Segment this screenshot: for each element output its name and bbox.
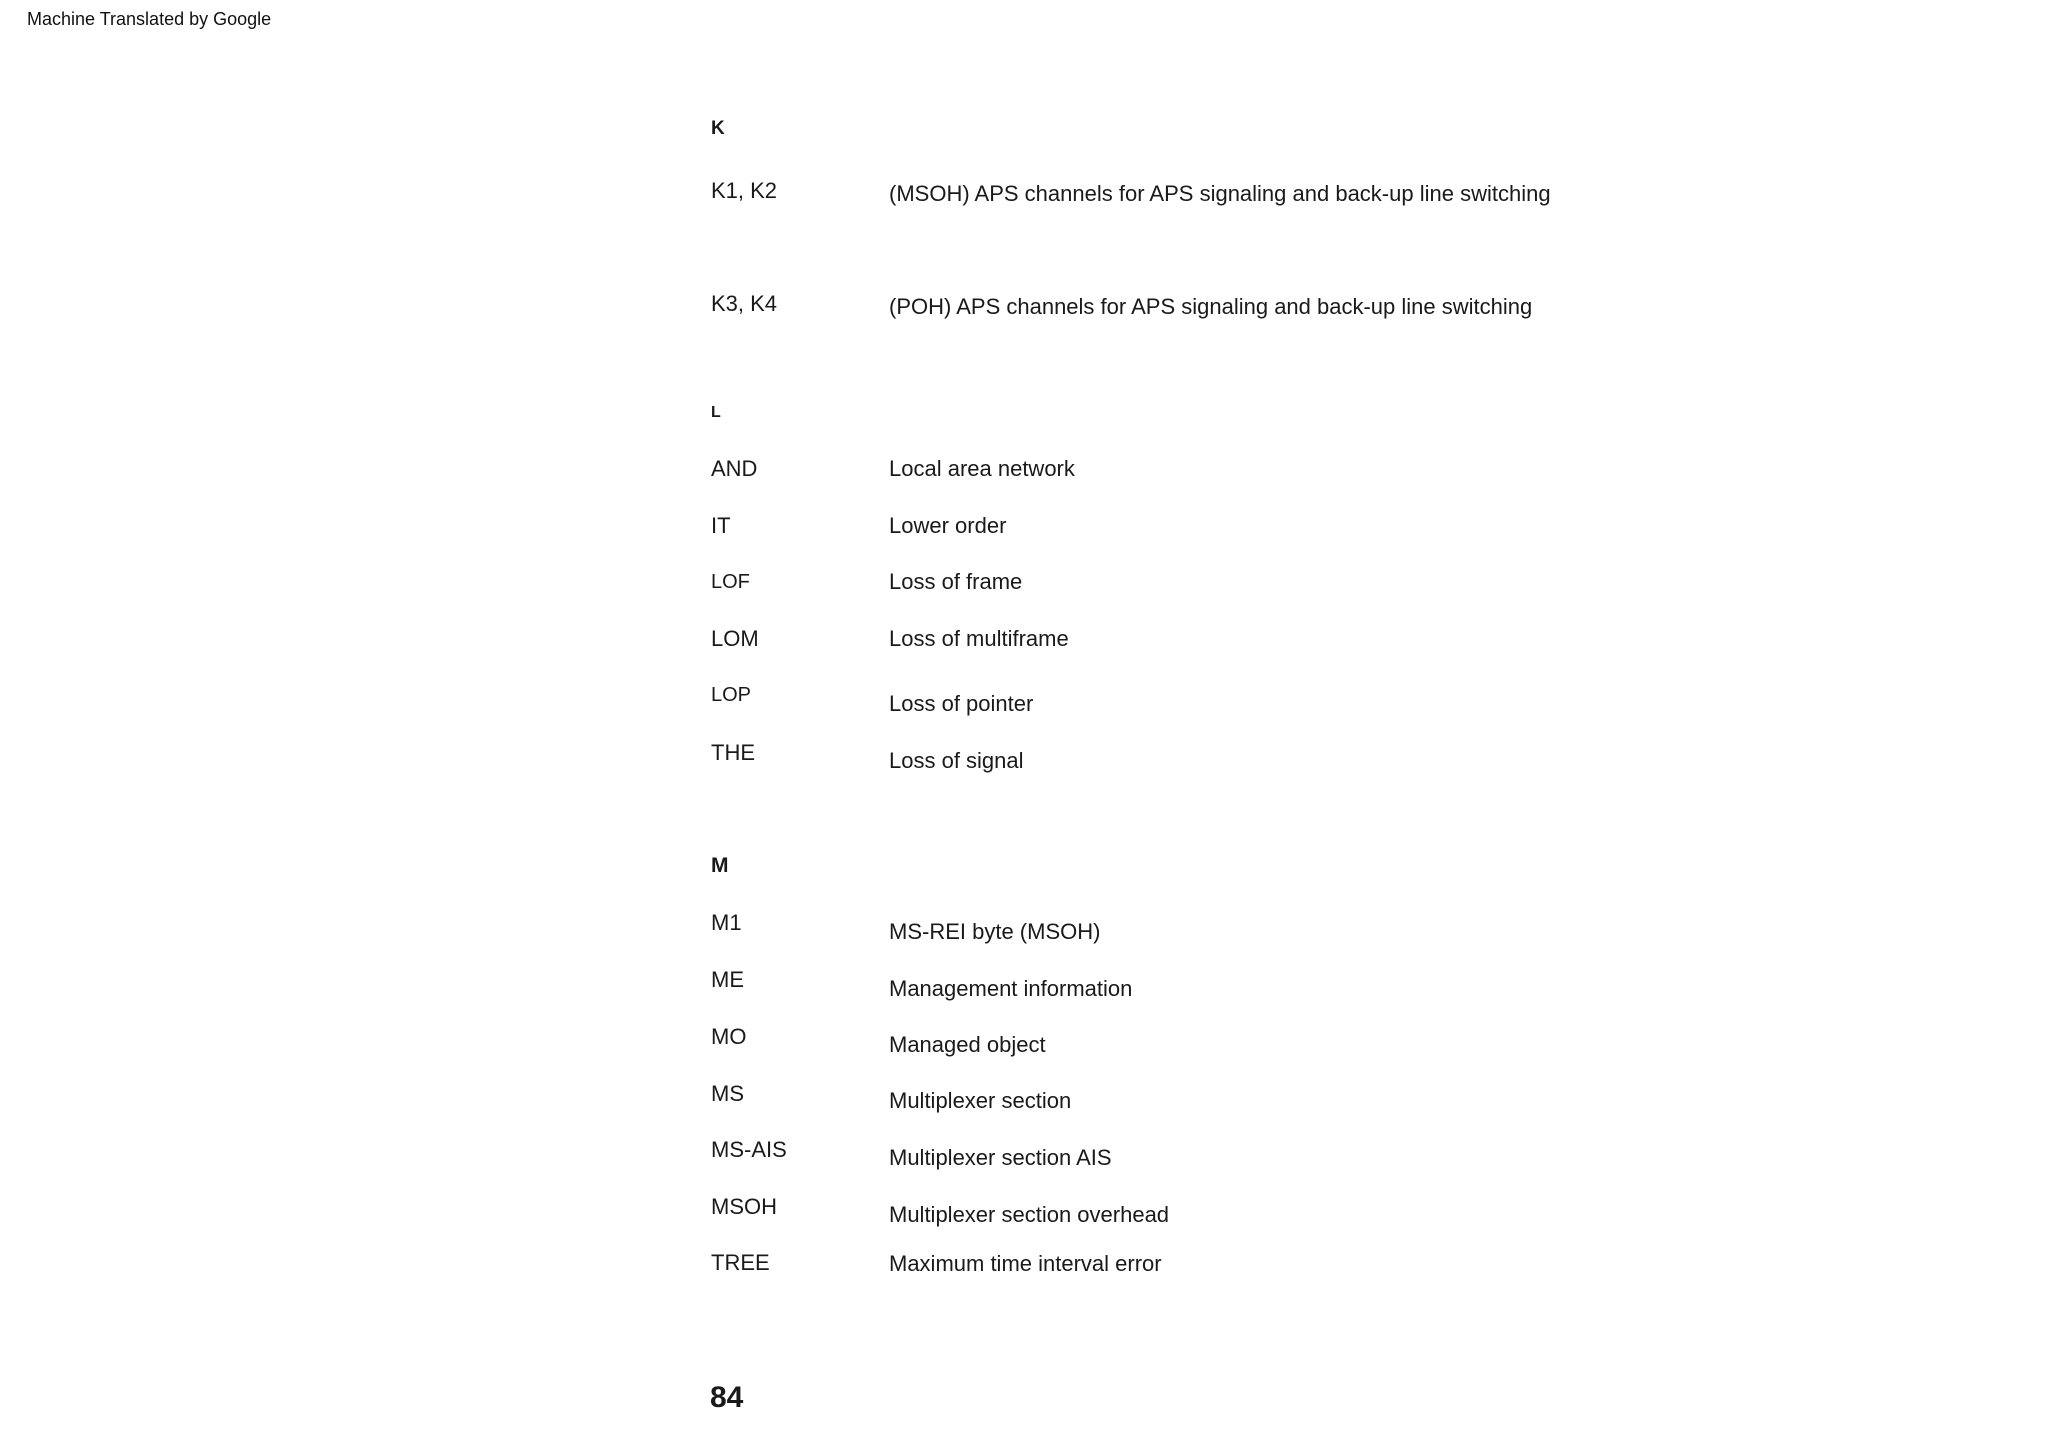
definition-me: Management information	[889, 976, 1133, 1001]
abbreviation-lop: LOP	[711, 684, 752, 706]
definition-it: Lower order	[889, 513, 1007, 538]
abbreviation-it: IT	[711, 513, 731, 538]
abbreviation-lof: LOF	[711, 571, 750, 593]
definition-ms: Multiplexer section	[889, 1088, 1072, 1113]
definition-lop: Loss of pointer	[889, 691, 1034, 716]
definition-msoh: Multiplexer section overhead	[889, 1202, 1170, 1227]
definition-lof: Loss of frame	[889, 569, 1023, 594]
abbreviation-k3-k4: K3, K4	[711, 291, 778, 316]
abbreviation-and: AND	[711, 456, 758, 481]
abbreviation-tree: TREE	[711, 1250, 770, 1275]
section-heading-k: K	[711, 118, 725, 139]
abbreviation-m1: M1	[711, 910, 742, 935]
section-heading-l: L	[711, 404, 721, 421]
abbreviation-msoh: MSOH	[711, 1194, 777, 1219]
abbreviation-lom: LOM	[711, 626, 759, 651]
abbreviation-k1-k2: K1, K2	[711, 178, 778, 203]
definition-and: Local area network	[889, 456, 1075, 481]
page-number: 84	[710, 1381, 744, 1414]
definition-tree: Maximum time interval error	[889, 1251, 1162, 1276]
section-heading-m: M	[711, 854, 729, 877]
abbreviation-ms-ais: MS-AIS	[711, 1137, 787, 1162]
definition-k1-k2: (MSOH) APS channels for APS signaling and back-up line switching	[889, 181, 1551, 206]
definition-ms-ais: Multiplexer section AIS	[889, 1145, 1112, 1170]
abbreviation-ms: MS	[711, 1081, 744, 1106]
abbreviation-me: ME	[711, 967, 744, 992]
definition-lom: Loss of multiframe	[889, 626, 1069, 651]
definition-m1: MS-REI byte (MSOH)	[889, 919, 1101, 944]
definition-mo: Managed object	[889, 1032, 1046, 1057]
machine-translation-banner: Machine Translated by Google	[27, 9, 272, 29]
abbreviation-the: THE	[711, 740, 755, 765]
definition-the: Loss of signal	[889, 748, 1024, 773]
definition-k3-k4: (POH) APS channels for APS signaling and back-up line switching	[889, 294, 1533, 319]
abbreviation-mo: MO	[711, 1024, 747, 1049]
